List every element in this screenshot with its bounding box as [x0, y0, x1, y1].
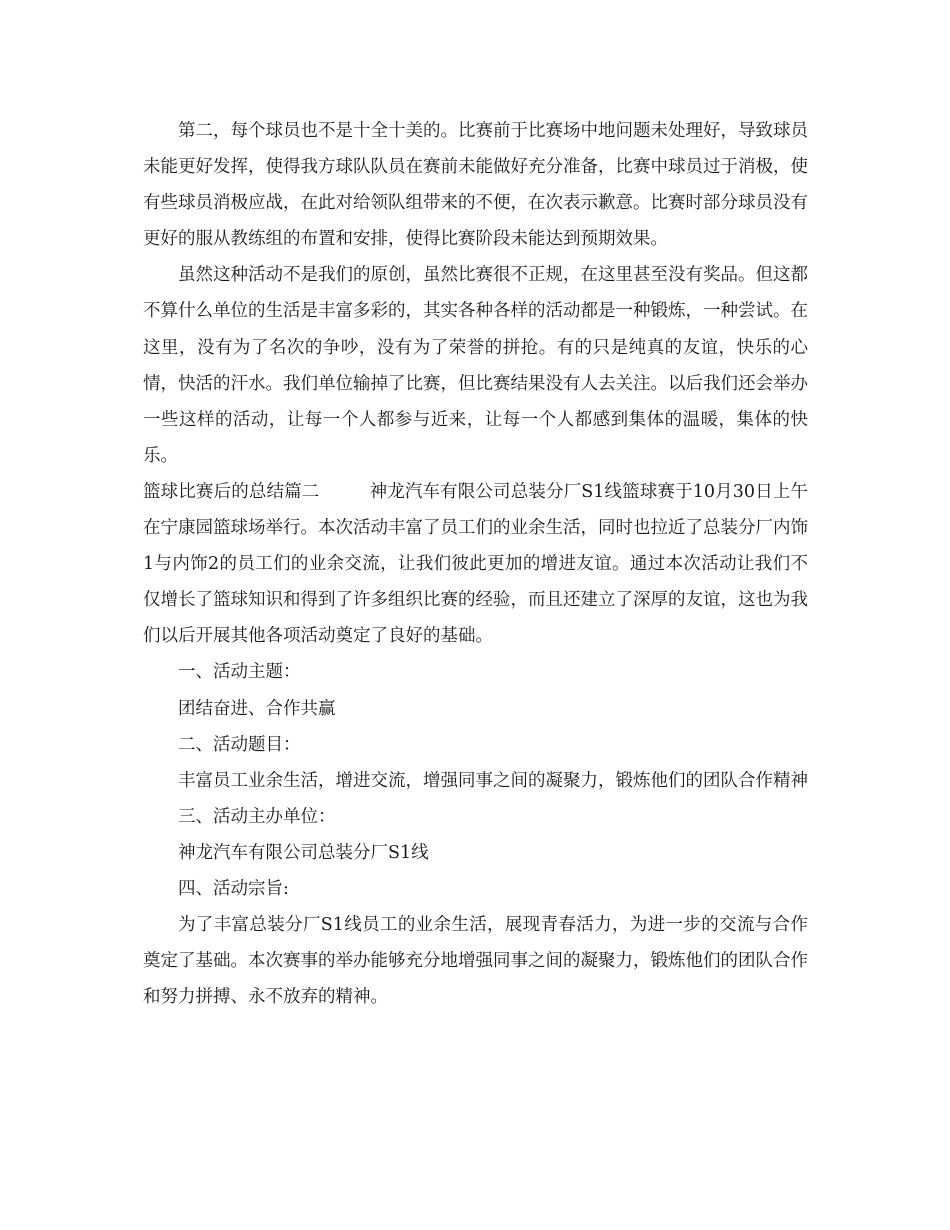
- paragraph-activity-reflection: 虽然这种活动不是我们的原创，虽然比赛很不正规，在这里甚至没有奖品。但这都不算什么单位的生活是丰富多彩的，其实各种各样的活动都是一种锻炼，一种尝试。在这里，没有为了名次的争吵，没有为了荣誉的拼抢。有的只是纯真的友谊，快乐的心情，快活的汗水。我们单位输掉了比赛，但比赛结果没有人去关注。以后我们还会举办一些这样的活动，让每一个人都参与近来，让每一个人都感到集体的温暖，集体的快乐。: [143, 265, 808, 466]
- document-body: [143, 113, 808, 1015]
- text-activity-topic: 丰富员工业余生活，增进交流，增强同事之间的凝聚力，锻炼他们的团队合作精神: [178, 770, 808, 791]
- heading-purpose: 四、活动宗旨:: [178, 878, 289, 899]
- heading-activity-theme: 一、活动主题：: [178, 662, 301, 683]
- section-title: 篮球比赛后的总结篇二: [143, 481, 320, 502]
- section-two-intro: [143, 474, 808, 654]
- heading-organizer: 三、活动主办单位：: [178, 806, 336, 827]
- paragraph-second-point: 第二，每个球员也不是十全十美的。比赛前于比赛场中地问题未处理好，导致球员未能更好发挥，使得我方球队队员在赛前未能做好充分准备，比赛中球员过于消极，使有些球员消极应战，在此对给领队组带来的不便，在次表示歉意。比赛时部分球员没有更好的服从教练组的布置和安排，使得比赛阶段未能达到预期效果。: [143, 121, 808, 250]
- text-purpose: 为了丰富总装分厂S1线员工的业余生活，展现青春活力，为进一步的交流与合作奠定了基础。本次赛事的举办能够充分地增强同事之间的凝聚力，锻炼他们的团队合作和努力拼搏、永不放弃的精神。: [143, 915, 808, 1008]
- text-organizer: 神龙汽车有限公司总装分厂S1线: [178, 842, 429, 863]
- text-activity-theme: 团结奋进、合作共赢: [178, 698, 336, 719]
- heading-activity-topic: 二、活动题目：: [178, 734, 301, 755]
- section-intro-text: 神龙汽车有限公司总装分厂S1线篮球赛于10月30日上午在宁康园篮球场举行。本次活动丰富了员工们的业余生活，同时也拉近了总装分厂内饰1与内饰2的员工们的业余交流，让我们彼此更加的增进友谊。通过本次活动让我们不仅增长了篮球知识和得到了许多组织比赛的经验，而且还建立了深厚的友谊，这也为我们以后开展其他各项活动奠定了良好的基础。: [143, 481, 808, 647]
